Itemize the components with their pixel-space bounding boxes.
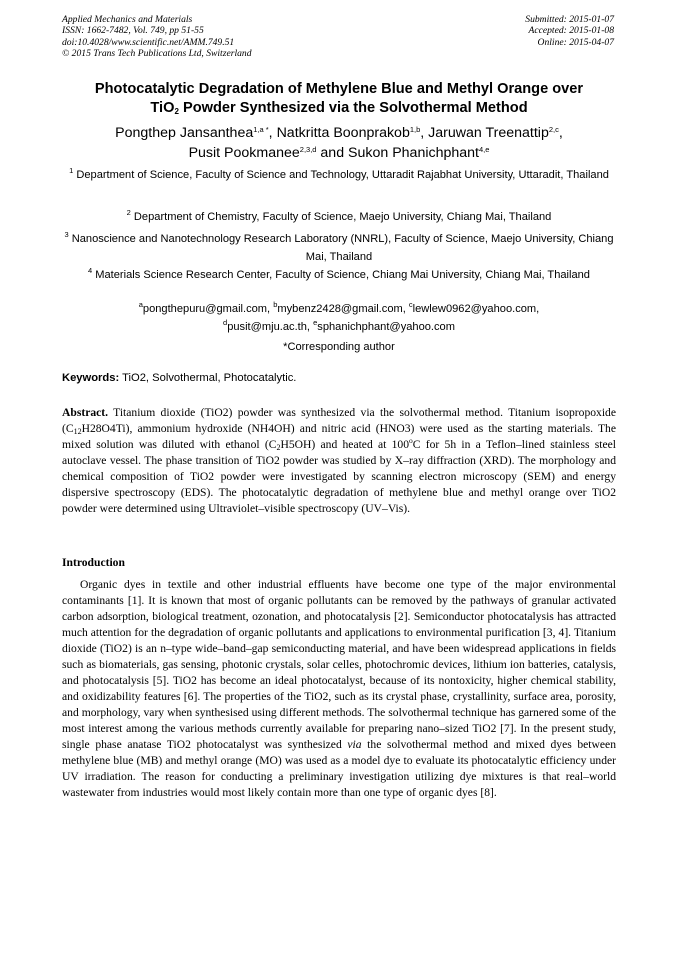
dates-header [525,14,614,48]
author-name: Pongthep Jansanthea [115,125,254,141]
abstract-text: Titanium dioxide (TiO2) powder was synthesized via the solvothermal method. Titanium isopropoxide $(C_{12}H28O4Ti)$, ammonium hydroxide (NH4OH) and nitric acid (HNO3) were used as the starting materials. The mixed solution was diluted with ethanol $(C_2H5OH)$ and heated at 100$^o$C for 5h in a Teflon–lined stainless steel autoclave vessel. The phase transition of TiO2 powder was studied by X–ray diffraction (XRD). The morphology and chemical composition of TiO2 powder were investigated by scanning electron microscopy (SEM) and energy dispersive spectroscopy (EDS). The photocatalytic degradation of methylene blue and methyl orange over TiO2 powder were determined using Ultraviolet–visible spectroscopy (UV–Vis). [62,406,617,515]
email-d[interactable]: pusit@mju.ac.th [227,321,307,333]
title-line-1: Photocatalytic Degradation of Methylene Blue and Methyl Orange over [94,81,584,97]
title-line-2: TiO$_2$ Powder Synthesized via the Solvothermal Method [150,100,528,116]
introduction-text: Organic dyes in textile and other industrial effluents have become one type of the major environmental contaminants [1]. It is known that most of organic pollutants can be removed by the pathways of granular activated carbon adsorption, biological treatment, ozonation, and photocatalysis [2]. Semiconductor photocatalysis has attracted much attention for the degradation of organic pollutants and applications to environmental purification [3, 4]. Titanium dioxide (TiO2) is an n–type wide–band–gap semiconducting material, and have been widespread applications in fields such as biomaterials, gas sensing, photonic crystals, solar celles, photochromic devices, lithium ion batteries, catalysis, and photocatalysis [5]. TiO2 has become an ideal photocatalyst, because of its nontoxicity, higher chemical stability, and oxidizability features [6]. The properties of the TiO2, such as its crystal phase, crystallinity, surface area, porosity, and morphology, vary when synthesised using different methods. The solvothermal technique has garnered some of the most interest among the various methods currently available for preparing nano–sized TiO2 [7]. In the present study, single phase anatase TiO2 photocatalyst was synthesized via the solvothermal method and mixed dyes between methylene blue (MB) and methyl orange (MO) was used as a model dye to evaluate its photocatalytic efficiency under UV irradiation. The reason for conducting a preliminary investigation utilizing dye mixtures is that real–world wastewater from industries would most likely contain more than one type of organic dyes [8]. [62,578,616,799]
doi-line[interactable]: doi:10.4028/www.scientific.net/AMM.749.51 [62,36,235,48]
introduction-heading: Introduction [62,556,125,569]
abstract [62,405,616,517]
copyright-line: © 2015 Trans Tech Publications Ltd, Switzerland [62,48,252,60]
journal-name: Applied Mechanics and Materials [62,14,193,25]
affiliation-2: $^2$ Department of Chemistry, Faculty of Science, Maejo University, Chiang Mai, Thailand [126,208,552,223]
keywords [62,372,296,384]
introduction-body [62,577,616,801]
email-list: $^a$pongthepuru@gmail.com, $^b$mybenz2428@gmail.com, $^c$lewlew0962@yahoo.com, $^d$pusit@mju.ac.th, $^e$sphanichphant@yahoo.com [138,300,540,333]
email-e[interactable]: sphanichphant@yahoo.com [317,321,455,333]
affiliation-1: $^1$ Department of Science, Faculty of Science and Technology, Uttaradit Rajabhat University, Uttaradit, Thailand [69,166,609,181]
accepted-date: Accepted: 2015-01-08 [528,25,614,37]
author-name: Jaruwan Treenattip [428,125,549,141]
email-a[interactable]: pongthepuru@gmail.com [142,303,268,315]
author-name: Sukon Phanichphant [348,145,479,161]
keywords-label: Keywords: [62,372,120,384]
email-b[interactable]: mybenz2428@gmail.com [277,303,403,315]
email-c[interactable]: lewlew0962@yahoo.com [412,303,537,315]
affiliation-3: $^3$ Nanoscience and Nanotechnology Research Laboratory (NNRL), Faculty of Science, Maejo University, Chiang Mai, Thailand [64,230,614,263]
submitted-date: Submitted: 2015-01-07 [525,14,614,25]
abstract-label: Abstract. [62,406,109,419]
author-list: Pongthep Jansanthea$^{1,a *}$, Natkritta Boonprakob$^{1,b}$, Jaruwan Treenattip$^{2,c}$, Pusit Pookmanee$^{2,3,d}$ and Sukon Phanichphant$^{4,e}$ [115,125,563,161]
corresponding-author-note: *Corresponding author [283,341,395,353]
online-date: Online: 2015-04-07 [537,36,614,48]
paper-title [40,80,638,118]
keywords-text: TiO2, Solvothermal, Photocatalytic. [122,372,297,384]
author-name: Pusit Pookmanee [188,145,300,161]
journal-header [62,14,252,60]
author-name: Natkritta Boonprakob [276,125,410,141]
issn-line: ISSN: 1662-7482, Vol. 749, pp 51-55 [62,25,204,37]
affiliation-4: $^4$ Materials Science Research Center, Faculty of Science, Chiang Mai University, Chiang Mai, Thailand [88,266,590,281]
